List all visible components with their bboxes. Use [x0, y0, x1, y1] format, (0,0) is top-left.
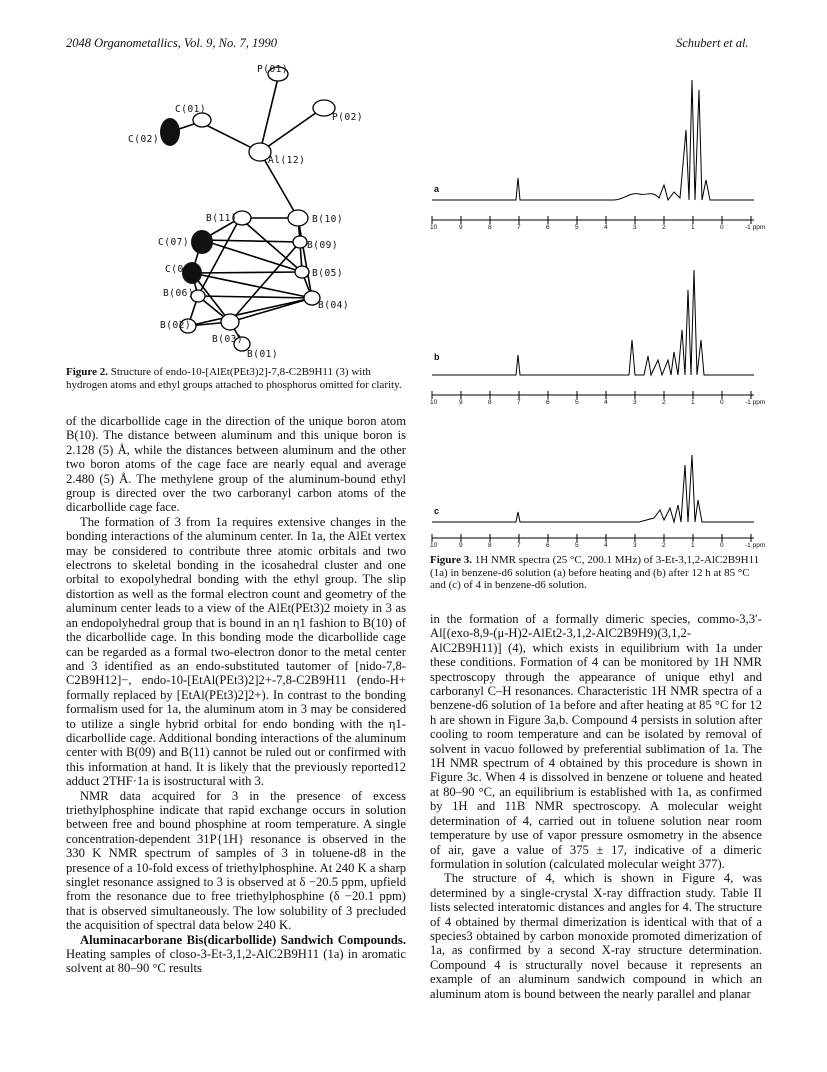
panel-label-c: c [434, 506, 440, 516]
tick-label: 6 [546, 399, 550, 406]
tick-label: 3 [633, 542, 637, 549]
tick-label: 8 [488, 542, 492, 549]
tick-label: 0 [720, 542, 724, 549]
tick-label: 8 [488, 399, 492, 406]
paragraph: Heating samples of closo-3-Et-3,1,2-AlC2B9H11 (1a) in aromatic solvent at 80–90 °C results [66, 947, 406, 976]
tick-label: 0 [720, 399, 724, 406]
atom-label-c01: C(01) [175, 104, 207, 115]
atom-label-b10: B(10) [312, 214, 344, 225]
nmr-trace-b [432, 270, 754, 399]
atom-label-b03: B(03) [212, 334, 244, 345]
tick-label: -1 ppm [745, 224, 766, 231]
tick-label: 9 [459, 399, 463, 406]
figure-2-caption-text: Structure of endo-10-[AlEt(PEt3)2]-7,8-C2B9H11 (3) with hydrogen atoms and ethyl groups attached to phosphorus omitted for clarity. [66, 366, 402, 391]
tick-label: 1 [691, 542, 695, 549]
tick-label: 1 [691, 224, 695, 231]
atom-label-p01: P(01) [257, 64, 289, 75]
tick-label: 5 [575, 399, 579, 406]
atom-label-b05: B(05) [312, 268, 344, 279]
figure-3-caption-label: Figure 3. [430, 554, 472, 566]
right-column [430, 612, 762, 1001]
atom-label-b02: B(02) [160, 320, 192, 331]
tick-label: 4 [604, 224, 608, 231]
atom-label-p02: P(02) [332, 112, 364, 123]
atom-label-b09: B(09) [307, 240, 339, 251]
running-header: 2048 Organometallics, Vol. 9, No. 7, 1990 [66, 36, 277, 50]
atom-label-c08: C(08) [165, 264, 197, 275]
atom-label-b11: B(11) [206, 213, 238, 224]
nmr-trace-a [432, 80, 754, 224]
atom-label-c07: C(07) [158, 237, 190, 248]
tick-label: 4 [604, 542, 608, 549]
tick-label: 0 [720, 224, 724, 231]
figure-3-caption [430, 554, 762, 592]
tick-label: 6 [546, 542, 550, 549]
figure-2-caption [66, 366, 408, 391]
tick-label: 9 [459, 542, 463, 549]
tick-label: 2 [662, 224, 666, 231]
tick-label: 5 [575, 542, 579, 549]
figure-3-nmr-spectra [424, 60, 764, 550]
atom-label-b04: B(04) [318, 300, 350, 311]
paragraph: of the dicarbollide cage in the direction of the unique boron atom B(10). The distance between aluminum and this unique boron is 2.128 (5) Å, while the distances between aluminum and the other two boron atoms of the cage face are nearly equal and average 2.480 (5) Å. The methylene group of the aluminum-bound ethyl group is directed over the two carboranyl carbon atoms of the dicarbollide cage face. [66, 414, 406, 515]
paragraph: in the formation of a formally dimeric species, commo-3,3′-Al[(exo-8,9-(μ-H)2-AlEt2-3,1,2-AlC2B9H9)(3,1,2-AlC2B9H11)] (4), which exists in equilibrium with 1a under these conditions. Formation of 4 can be monitored by 1H NMR spectroscopy through the appearance of unique ethyl and carboranyl C–H resonances. Characteristic 1H NMR spectra of a benzene-d6 solution of 1a before and after heating at 85 °C for 12 h are shown in Figure 3a,b. Compound 4 persists in solution after cooling to room temperature and can be isolated by removal of solvent in vacuo followed by preferential sublimation of 1a. The 1H NMR spectrum of 4 obtained by this procedure is shown in Figure 3c. When 4 is dissolved in benzene or toluene and heated at 80–90 °C, an equilibrium is established with 1a, as confirmed by 1H and 11B NMR spectroscopy. A molecular weight determination of 4, carried out in toluene solution near room temperature by use of vapor pressure osmometry in the absence of air, gave a value of 375 ± 17, indicative of a dimeric formulation in solution (calculated molecular weight 377). [430, 612, 762, 871]
atom-label-c02: C(02) [128, 134, 160, 145]
atom-label-b01: B(01) [247, 349, 279, 360]
tick-label: 5 [575, 224, 579, 231]
nmr-trace-c [432, 455, 754, 542]
tick-label: 4 [604, 399, 608, 406]
figure-3-caption-text: 1H NMR spectra (25 °C, 200.1 MHz) of 3-Et-3,1,2-AlC2B9H11 (1a) in benzene-d6 solution (a) before heating and (b) after 12 h at 85 °C and (c) of 4 in benzene-d6 solution. [430, 554, 760, 592]
atom-label-b06: B(06) [163, 288, 195, 299]
tick-label: 7 [517, 224, 521, 231]
tick-label: -1 ppm [745, 399, 766, 406]
tick-label: 7 [517, 542, 521, 549]
figure-2-caption-label: Figure 2. [66, 366, 108, 378]
tick-label: 10 [430, 224, 438, 231]
tick-label: 6 [546, 224, 550, 231]
panel-label-b: b [434, 352, 440, 362]
paragraph: The structure of 4, which is shown in Figure 4, was determined by a single-crystal X-ray diffraction study. Table II lists selected interatomic distances and angles for 4. The structure of 4 obtained by thermal dimerization is identical with that of a species3 obtained by carbon monoxide promoted dimerization of 1a, as confirmed by a second X-ray structure determination. Compound 4 is structurally novel because it represents an example of an aluminum sandwich compound in which an aluminum atom is bound between the nearly parallel and planar [430, 871, 762, 1001]
paragraph: NMR data acquired for 3 in the presence of excess triethylphosphine indicate that rapid exchange occurs in solution between free and bound phosphine at room temperature. A single concentration-dependent 31P{1H} resonance is observed in the 330 K NMR spectrum of samples of 3 in toluene-d8 in the presence of a 10-fold excess of triethylphosphine. At 240 K a sharp singlet resonance assigned to 3 is observed at δ −20.5 ppm, upfield from the resonance due to free triethylphosphine (δ −20.1 ppm) that is observed simultaneously. The low solubility of 3 precluded the acquisition of spectral data below 240 K. [66, 788, 406, 933]
tick-label: 2 [662, 542, 666, 549]
atom-label-al12: Al(12) [268, 155, 306, 166]
left-column [66, 414, 406, 976]
tick-label: 8 [488, 224, 492, 231]
tick-label: -1 ppm [745, 542, 766, 549]
tick-label: 10 [430, 542, 438, 549]
section-title: Aluminacarborane Bis(dicarbollide) Sandwich Compounds. [80, 932, 406, 947]
running-header-authors: Schubert et al. [676, 36, 749, 50]
figure-2-structure-drawing [130, 60, 410, 360]
tick-label: 3 [633, 399, 637, 406]
paragraph: The formation of 3 from 1a requires extensive changes in the bonding interactions of the aluminum center. In 1a, the AlEt vertex may be considered to contribute three atomic orbitals and two electrons to skeletal bonding in the icosahedral cluster and one orbital to exopolyhedral bonding with the ethyl group. The slip distortion as well as the formal electron count and geometry of the aluminum center leads to a view of the AlEt(PEt3)2 moiety in 3 as an endopolyhedral group that is bound in an η1 fashion to B(10) of the dicarbollide cage. In this bonding mode the dicarbollide cage can be regarded as a formal two-electron donor to the metal center and 3 identified as an endo-substituted tautomer of [nido-7,8-C2B9H12]−, endo-10-[EtAl(PEt3)2]2+-7,8-C2B9H11 (endo-H+ formally replaced by [EtAl(PEt3)2]2+). In contrast to the bonding formalism used for 1a, the aluminum atom in 3 may be considered to utilize a single hybrid orbital for endo bonding with the η1-dicarbollide cage. Additional bonding interactions of the aluminum center with B(09) and B(11) cannot be ruled out or confirmed with this information at hand. It is likely that the previously reported12 adduct 2THF·1a is isostructural with 3. [66, 514, 406, 789]
tick-label: 3 [633, 224, 637, 231]
tick-label: 9 [459, 224, 463, 231]
panel-label-a: a [434, 184, 440, 194]
tick-label: 1 [691, 399, 695, 406]
tick-label: 10 [430, 399, 438, 406]
tick-label: 7 [517, 399, 521, 406]
tick-label: 2 [662, 399, 666, 406]
